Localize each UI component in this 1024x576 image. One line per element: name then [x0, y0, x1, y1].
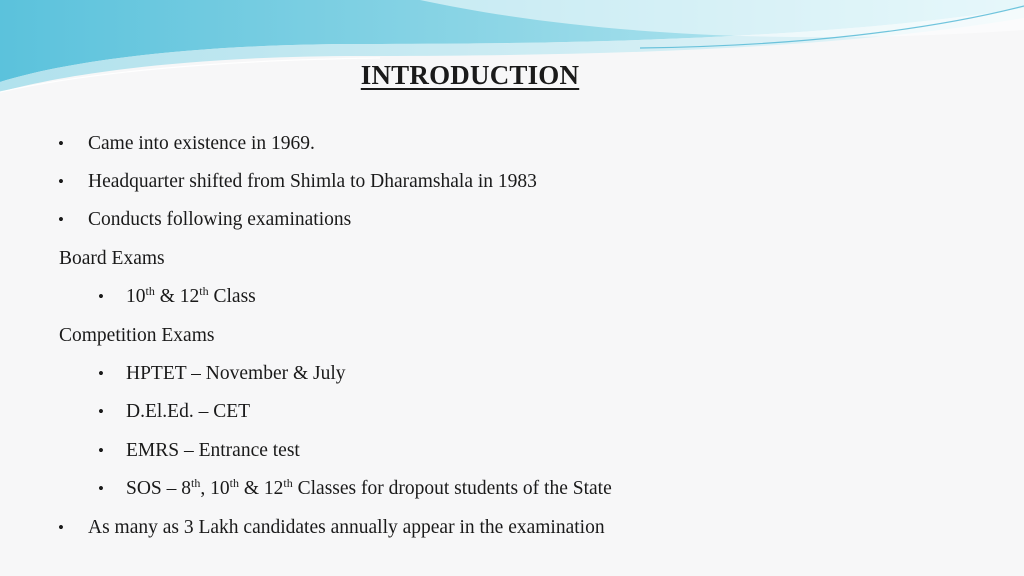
bullet-dot-icon: • [58, 172, 64, 191]
bullet-text: Came into existence in 1969. [88, 133, 315, 154]
bullet-dot-icon: • [98, 441, 104, 460]
sos-item-text: SOS – 8th, 10th & 12th Classes for dropout students of the State [126, 476, 612, 499]
bullet-text: As many as 3 Lakh candidates annually appear in the examination [88, 517, 605, 538]
bullet-text: Conducts following examinations [88, 209, 352, 230]
bullet-dot-icon: • [58, 134, 64, 153]
slide-title: INTRODUCTION [360, 60, 580, 90]
sub-bullet-text: EMRS – Entrance test [126, 440, 300, 461]
bullet-dot-icon: • [98, 402, 104, 421]
bullet-dot-icon: • [98, 364, 104, 383]
sub-bullet-text: D.El.Ed. – CET [126, 401, 251, 422]
competition-exams-heading: Competition Exams [59, 325, 215, 346]
board-item-text: 10th & 12th Class [126, 284, 256, 307]
board-exams-heading: Board Exams [59, 248, 165, 269]
bullet-dot-icon: • [98, 479, 104, 498]
sub-bullet-text: HPTET – November & July [126, 363, 346, 384]
bullet-dot-icon: • [58, 518, 64, 537]
bullet-dot-icon: • [58, 210, 64, 229]
bullet-dot-icon: • [98, 287, 104, 306]
bullet-text: Headquarter shifted from Shimla to Dharamshala in 1983 [88, 171, 537, 192]
